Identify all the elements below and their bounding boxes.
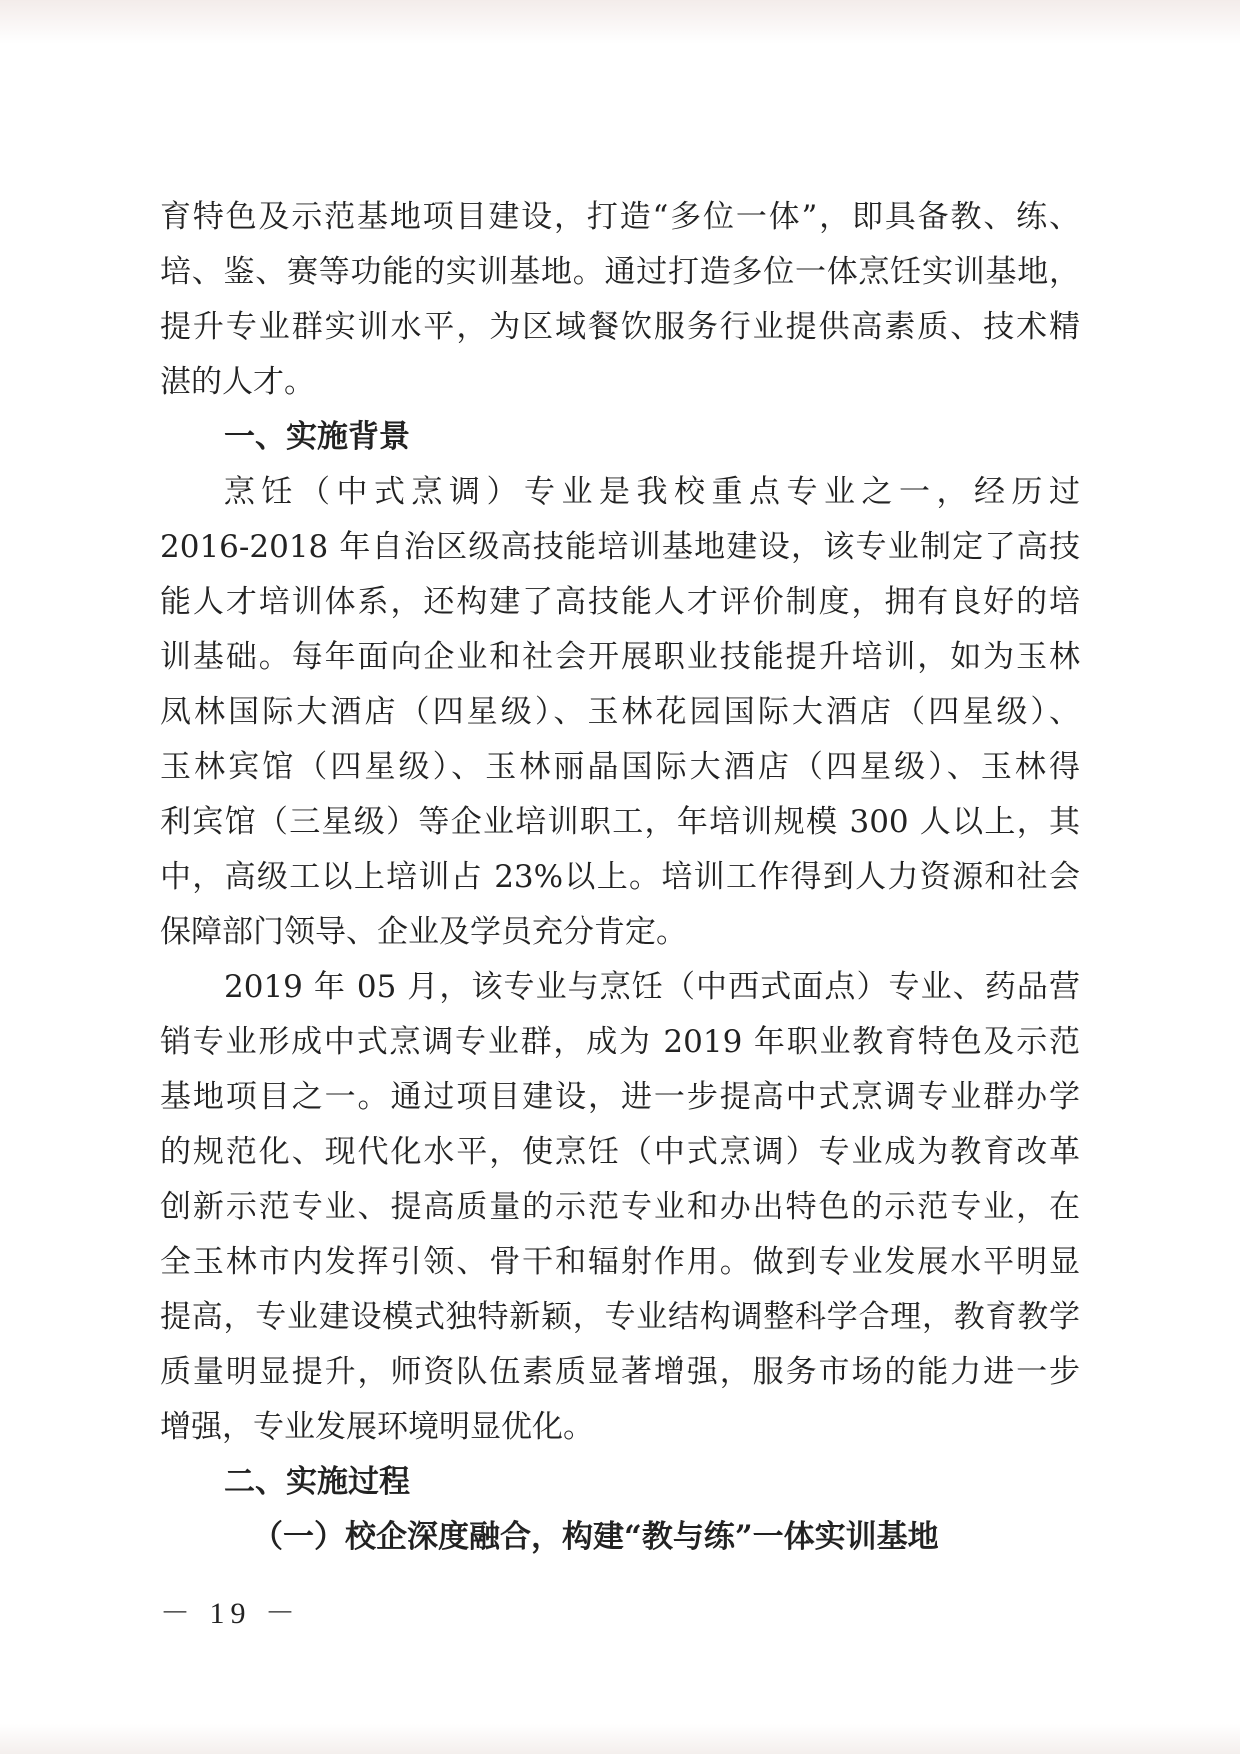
text-line: 提高，专业建设模式独特新颖，专业结构调整科学合理，教育教学 bbox=[160, 1299, 1080, 1335]
text-line: 创新示范专业、提高质量的示范专业和办出特色的示范专业，在 bbox=[160, 1189, 1080, 1225]
text-line: 2016-2018 年自治区级高技能培训基地建设，该专业制定了高技 bbox=[160, 529, 1080, 565]
subsection-heading: （一）校企深度融合，构建“教与练”一体实训基地 bbox=[252, 1519, 939, 1555]
text-line: 保障部门领导、企业及学员充分肯定。 bbox=[160, 914, 687, 950]
text-line: 凤林国际大酒店（四星级）、玉林花园国际大酒店（四星级）、 bbox=[160, 694, 1080, 730]
text-line: 2019 年 05 月，该专业与烹饪（中西式面点）专业、药品营 bbox=[224, 969, 1080, 1005]
scan-shade-bottom bbox=[0, 1724, 1240, 1754]
text-line: 培、鉴、赛等功能的实训基地。通过打造多位一体烹饪实训基地， bbox=[160, 254, 1080, 290]
text-line: 湛的人才。 bbox=[160, 364, 315, 400]
scan-shade-top bbox=[0, 0, 1240, 44]
text-line: 提升专业群实训水平，为区域餐饮服务行业提供高素质、技术精 bbox=[160, 309, 1080, 345]
text-line: 中，高级工以上培训占 23%以上。培训工作得到人力资源和社会 bbox=[160, 859, 1080, 895]
page-number: － 19 － bbox=[160, 1597, 301, 1630]
document-page bbox=[160, 190, 1080, 1565]
text-line: 全玉林市内发挥引领、骨干和辐射作用。做到专业发展水平明显 bbox=[160, 1244, 1080, 1280]
text-line: 利宾馆（三星级）等企业培训职工，年培训规模 300 人以上，其 bbox=[160, 804, 1080, 840]
text-line: 增强，专业发展环境明显优化。 bbox=[160, 1409, 594, 1445]
paragraph-background bbox=[160, 465, 1080, 960]
paragraph-2019-project bbox=[160, 960, 1080, 1455]
text-line: 基地项目之一。通过项目建设，进一步提高中式烹调专业群办学 bbox=[160, 1079, 1080, 1115]
text-line: 玉林宾馆（四星级）、玉林丽晶国际大酒店（四星级）、玉林得 bbox=[160, 749, 1080, 785]
text-line: 烹饪（中式烹调）专业是我校重点专业之一，经历过 bbox=[224, 474, 1080, 510]
text-line: 质量明显提升，师资队伍素质显著增强，服务市场的能力进一步 bbox=[160, 1354, 1080, 1390]
text-line: 的规范化、现代化水平，使烹饪（中式烹调）专业成为教育改革 bbox=[160, 1134, 1080, 1170]
paragraph-intro bbox=[160, 190, 1080, 410]
text-line: 销专业形成中式烹调专业群，成为 2019 年职业教育特色及示范 bbox=[160, 1024, 1080, 1060]
text-line: 能人才培训体系，还构建了高技能人才评价制度，拥有良好的培 bbox=[160, 584, 1080, 620]
section-heading-process: 二、实施过程 bbox=[224, 1464, 410, 1500]
section-heading-background: 一、实施背景 bbox=[224, 419, 410, 455]
text-line: 育特色及示范基地项目建设，打造“多位一体”，即具备教、练、 bbox=[160, 199, 1080, 235]
text-line: 训基础。每年面向企业和社会开展职业技能提升培训，如为玉林 bbox=[160, 639, 1080, 675]
